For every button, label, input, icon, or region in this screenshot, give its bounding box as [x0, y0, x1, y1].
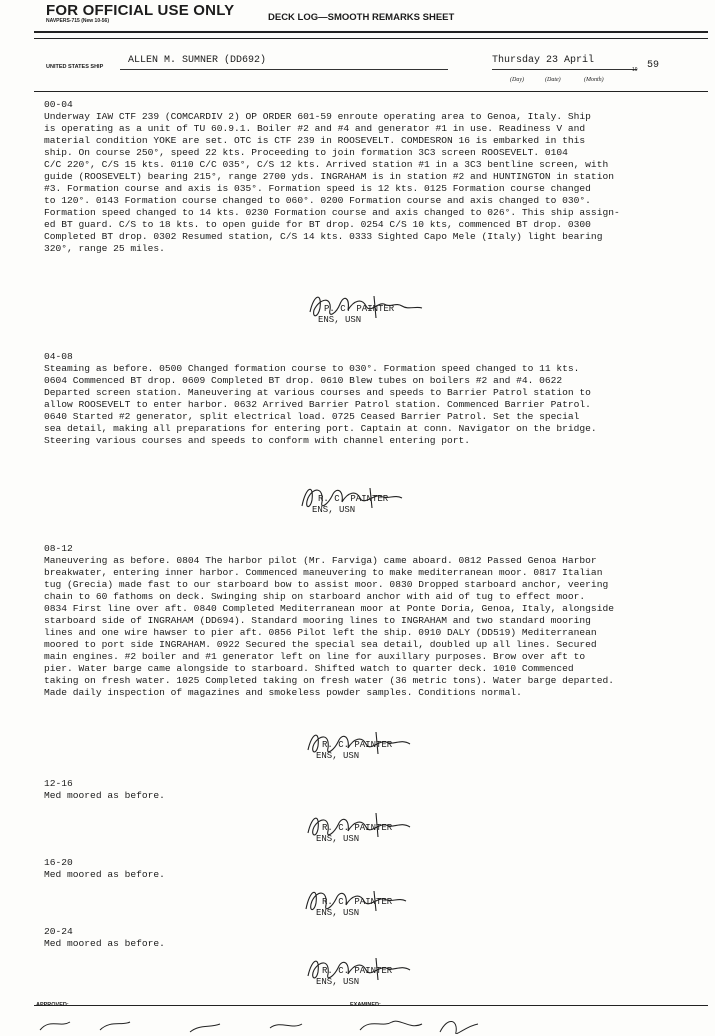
signature-block: [312, 304, 394, 326]
log-line: Med moored as before.: [44, 869, 165, 880]
log-line: lines and one wire hawser to pier aft. 0856 Pilot left the ship. 0910 DALY (DD519) Mediterranean: [44, 627, 597, 638]
log-line: 0834 First line over aft. 0840 Completed Mediterranean moor at Ponte Doria, Genoa, Italy, alongside: [44, 603, 614, 614]
officer-name: R. C. PAINTER: [322, 897, 393, 907]
watch-period: 20-24: [44, 926, 73, 937]
officer-name: R. C. PAINTER: [318, 494, 389, 504]
log-line: taking on fresh water. 1025 Completed taking on fresh water (36 metric tons). Water barge departed.: [44, 675, 614, 686]
log-line: Completed BT drop. 0302 Resumed station, C/S 14 kts. 0333 Sighted Capo Mele (Italy) light bearing: [44, 231, 603, 242]
log-line: Maneuvering as before. 0804 The harbor pilot (Mr. Farviga) came aboard. 0812 Passed Genoa Harbor: [44, 555, 597, 566]
examined-label: EXAMINED:: [350, 1002, 381, 1008]
log-line: to 120°. 0143 Formation course changed to 060°. 0200 Formation course and axis changed to 030°.: [44, 195, 591, 206]
log-line: guide (ROOSEVELT) bearing 215°, range 2700 yds. INGRAHAM is in station #2 and HUNTINGTON in station: [44, 171, 614, 182]
ship-name: ALLEN M. SUMNER (DD692): [120, 55, 448, 70]
log-year: 59: [647, 60, 660, 71]
log-line: Med moored as before.: [44, 938, 165, 949]
log-line: chain to 60 fathoms on deck. Swinging ship on starboard anchor with aid of tug to effect moor.: [44, 591, 586, 602]
sheet-title: DECK LOG—SMOOTH REMARKS SHEET: [268, 12, 455, 23]
watch-period: 16-20: [44, 857, 73, 868]
watch-period: 00-04: [44, 99, 73, 110]
officer-rank: ENS, USN: [318, 315, 362, 325]
watch-entry-08-12: [44, 543, 614, 699]
watch-entry-04-08: [44, 351, 597, 447]
date-caption-date: (Date): [545, 77, 561, 83]
year-prefix: 19: [632, 67, 638, 73]
header-rule-thin: [34, 38, 708, 39]
log-line: is operating as a unit of TU 60.9.1. Boiler #2 and #4 and generator #1 in use. Readiness V and: [44, 123, 586, 134]
watch-period: 12-16: [44, 778, 73, 789]
watch-period: 08-12: [44, 543, 73, 554]
log-line: breakwater, entering inner harbor. Commenced maneuvering to make mediterranean moor. 0817 Italian: [44, 567, 603, 578]
log-line: Formation speed changed to 14 kts. 0230 Formation course and axis changed to 026°. This ship assign-: [44, 207, 620, 218]
form-number: NAVPERS-715 (New 10-56): [46, 18, 109, 24]
footer-signatures: [30, 1010, 490, 1034]
signature-block: [310, 740, 392, 762]
log-line: 320°, range 25 miles.: [44, 243, 165, 254]
log-line: Made daily inspection of magazines and smokeless powder samples. Conditions normal.: [44, 687, 522, 698]
officer-name: P. C. PAINTER: [324, 304, 395, 314]
officer-rank: ENS, USN: [316, 977, 360, 987]
signature-block: [310, 897, 392, 919]
log-line: allow ROOSEVELT to enter harbor. 0632 Arrived Barrier Patrol station. Commenced Barrier Patrol.: [44, 399, 591, 410]
log-line: tug (Grecia) made fast to our starboard bow to assist moor. 0830 Dropped starboard anchor, veering: [44, 579, 609, 590]
header-rule-thick: [34, 31, 708, 33]
officer-name: R. C. PAINTER: [322, 966, 393, 976]
official-use-banner: FOR OFFICIAL USE ONLY: [46, 2, 235, 19]
watch-entry-20-24: [44, 926, 165, 950]
log-line: starboard side of INGRAHAM (DD694). Standard mooring lines to INGRAHAM and two standard mooring: [44, 615, 591, 626]
log-line: #3. Formation course and axis is 035°. Formation speed is 12 kts. 0125 Formation course changed: [44, 183, 591, 194]
officer-name: R. C. PAINTER: [322, 740, 393, 750]
officer-rank: ENS, USN: [316, 908, 360, 918]
officer-rank: ENS, USN: [316, 751, 360, 761]
log-line: Steaming as before. 0500 Changed formation course to 030°. Formation speed changed to 11 kts.: [44, 363, 580, 374]
log-line: Underway IAW CTF 239 (COMCARDIV 2) OP ORDER 601-59 enroute operating area to Genoa, Italy. Ship: [44, 111, 591, 122]
log-line: pier. Water barge came alongside to starboard. Shifted watch to quarter deck. 1010 Commenced: [44, 663, 574, 674]
log-line: ship. On course 250°, speed 22 kts. Proceeding to join formation 3C3 screen ROOSEVELT. 0104: [44, 147, 568, 158]
approved-label: APPROVED:: [36, 1002, 69, 1008]
officer-name: R. C. PAINTER: [322, 823, 393, 833]
ship-label: UNITED STATES SHIP: [46, 64, 104, 70]
date-caption-day: (Day): [510, 77, 524, 83]
log-line: Departed screen station. Maneuvering at various courses and speeds to Barrier Patrol station to: [44, 387, 591, 398]
log-line: moored to port side INGRAHAM. 0922 Secured the special sea detail, doubled up all lines. Secured: [44, 639, 597, 650]
date-caption-month: (Month): [584, 77, 604, 83]
watch-entry-00-04: [44, 99, 620, 255]
log-line: 0604 Commenced BT drop. 0609 Completed BT drop. 0610 Blew tubes on boilers #2 and #4. 0622: [44, 375, 563, 386]
signature-block: [310, 823, 392, 845]
log-line: ed BT guard. C/S to 18 kts. to open guide for BT drop. 0254 C/S 10 kts, commenced BT drop. 0300: [44, 219, 591, 230]
log-line: Med moored as before.: [44, 790, 165, 801]
log-line: sea detail, making all preparations for entering port. Captain at conn. Navigator on the bridge.: [44, 423, 597, 434]
watch-period: 04-08: [44, 351, 73, 362]
section-rule: [34, 91, 708, 92]
watch-entry-16-20: [44, 857, 165, 881]
log-date: Thursday 23 April: [492, 55, 637, 70]
log-line: main engines. #2 boiler and #1 generator left on line for auxillary purposes. Brow over aft to: [44, 651, 586, 662]
signature-block: [306, 494, 388, 516]
log-line: material condition YOKE are set. OTC is CTF 239 in ROOSEVELT. COMDESRON 16 is embarked in this: [44, 135, 586, 146]
log-line: 0640 Started #2 generator, split electrical load. 0725 Ceased Barrier Patrol. Set the special: [44, 411, 580, 422]
watch-entry-12-16: [44, 778, 165, 802]
signature-block: [310, 966, 392, 988]
officer-rank: ENS, USN: [316, 834, 360, 844]
officer-rank: ENS, USN: [312, 505, 356, 515]
log-line: C/C 220°, C/S 15 kts. 0110 C/C 035°, C/S 12 kts. Arrived station #1 in a 3C3 bentline screen, with: [44, 159, 609, 170]
log-line: Steering various courses and speeds to conform with channel entering port.: [44, 435, 471, 446]
